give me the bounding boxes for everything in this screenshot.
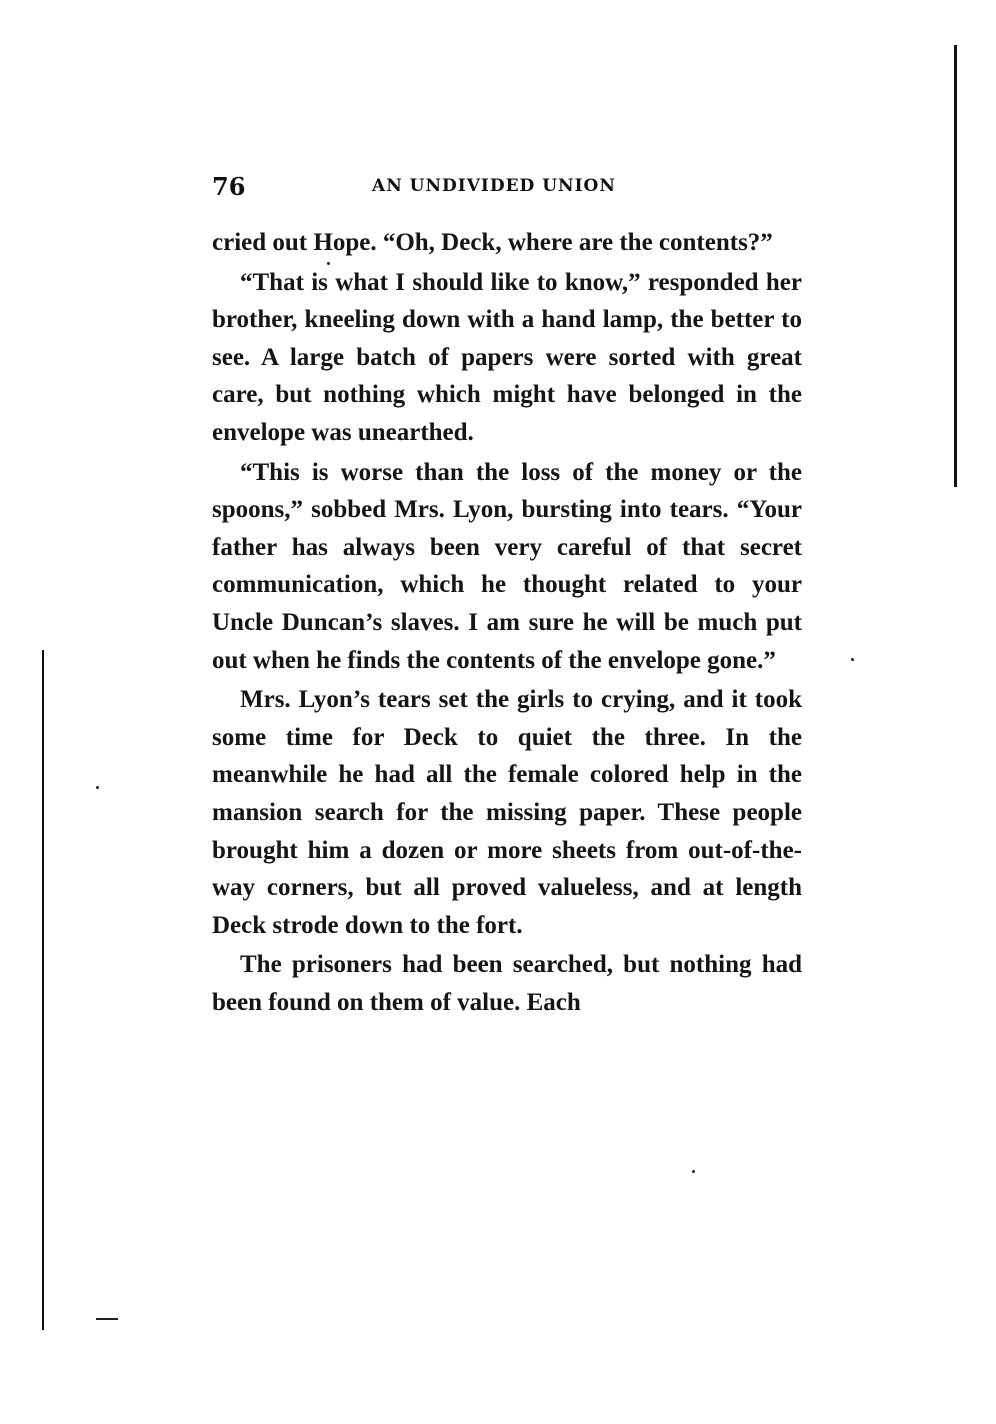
scan-speck (692, 1170, 695, 1173)
paragraph: The prisoners had been searched, but nothing had been found on them of value. Each (212, 951, 802, 1016)
body-text (212, 224, 802, 1021)
scan-speck (96, 786, 99, 789)
paragraph: “This is worse than the loss of the money or the spoons,” sobbed Mrs. Lyon, bursting into tears. “Your father has always been very careful of that secret communication, which he thought related to your Uncle Duncan’s slaves. I am sure he will be much put out when he finds the contents of the envelope gone.” (212, 458, 802, 674)
running-title: AN UNDIVIDED UNION (372, 176, 616, 196)
scan-speck (851, 658, 854, 661)
paragraph: Mrs. Lyon’s tears set the girls to crying, and it took some time for Deck to quiet the three. In the meanwhile he had all the female colored help in the mansion search for the missing paper. These people brought him a dozen or more sheets from out-of-the-way corners, but all proved valueless, and at length Deck strode down to the fort. (212, 686, 802, 939)
scan-mark (96, 1318, 118, 1320)
paragraph: “That is what I should like to know,” responded her brother, kneeling down with a hand lamp, the better to see. A large batch of papers were sorted with great care, but nothing which might have belonged in the envelope was unearthed. (212, 268, 802, 446)
paragraph: cried out Hope. “Oh, Deck, where are the contents?” (212, 229, 773, 256)
page-number: 76 (212, 172, 246, 201)
running-header (212, 172, 802, 202)
scan-edge-line-right (954, 45, 957, 487)
scan-edge-line-left (42, 650, 44, 1330)
